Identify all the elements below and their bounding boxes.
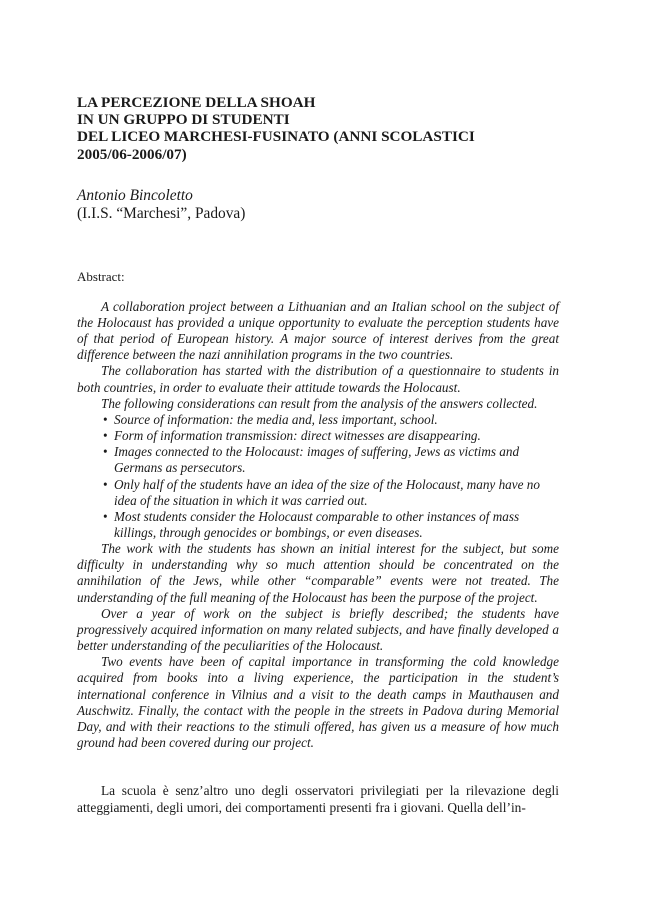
title-line: IN UN GRUPPO DI STUDENTI (77, 111, 290, 129)
abstract-paragraph: The collaboration has started with the distribution of a questionnaire to students in both countries, in order to evaluate their attitude towards the Holocaust. (77, 363, 559, 395)
bullet-icon: • (103, 444, 108, 460)
abstract-paragraph: The following considerations can result from the analysis of the answers collected. (101, 395, 538, 411)
abstract-paragraph: The work with the students has shown an initial interest for the subject, but some difficulty in understanding why so much attention should be concentrated on the annihilation of the Jews, while other “comparable” events were not treated. The understanding of the full meaning of the Holocaust has been the purpose of the project. (77, 541, 559, 605)
title-line: LA PERCEZIONE DELLA SHOAH (77, 94, 316, 111)
author-affiliation: (I.I.S. “Marchesi”, Padova) (77, 204, 246, 222)
list-item (77, 428, 559, 444)
abstract-text (77, 299, 559, 751)
list-item-text: Source of information: the media and, less important, school. (114, 411, 438, 427)
list-item (77, 444, 559, 476)
bullet-icon: • (103, 428, 108, 444)
body-text (77, 782, 559, 816)
abstract-paragraph: Two events have been of capital importance in transforming the cold knowledge acquired from books into a living experience, the participation in the student’s international conference in Vilnius and a visit to the death camps in Mauthausen and Auschwitz. Finally, the contact with the people in the streets in Padova during Memorial Day, and with their reactions to the stimuli offered, has given us a measure of how much ground had been covered during our project. (77, 654, 559, 751)
page (77, 94, 559, 816)
abstract-paragraph: Over a year of work on the subject is briefly described; the students have progressively acquired information on many related subjects, and have finally developed a better understanding of the peculiarities of the Holocaust. (77, 605, 559, 654)
list-item-text: Form of information transmission: direct witnesses are disappearing. (114, 428, 481, 444)
list-item-text: Most students consider the Holocaust comparable to other instances of mass killings, through genocides or bombings, or even diseases. (114, 508, 520, 540)
abstract-paragraph: A collaboration project between a Lithuanian and an Italian school on the subject of the Holocaust has provided a unique opportunity to evaluate the perception students have of that period of European history. A major source of interest derives from the great difference between the nazi annihilation programs in the two countries. (77, 298, 559, 363)
body-paragraph: La scuola è senz’altro uno degli osservatori privilegiati per la rilevazione degli atteggiamenti, degli umori, dei comportamenti presenti fra i giovani. Quella dell’in- (77, 783, 559, 816)
list-item-text: Only half of the students have an idea of the size of the Holocaust, many have no idea of the situation in which it was carried out. (114, 476, 540, 508)
title-line: DEL LICEO MARCHESI-FUSINATO (ANNI SCOLASTICI (77, 128, 475, 146)
article-title (77, 94, 559, 163)
title-line: 2005/06-2006/07) (77, 145, 187, 163)
bullet-icon: • (103, 508, 108, 524)
list-item-text: Images connected to the Holocaust: images of suffering, Jews as victims and Germans as persecutors. (114, 444, 520, 476)
list-item (77, 477, 559, 509)
list-item (77, 412, 559, 428)
list-item (77, 509, 559, 541)
abstract-bullet-list (77, 412, 559, 541)
abstract-label: Abstract: (77, 268, 125, 284)
bullet-icon: • (103, 411, 108, 427)
bullet-icon: • (103, 476, 108, 492)
author-name: Antonio Bincoletto (77, 186, 193, 204)
